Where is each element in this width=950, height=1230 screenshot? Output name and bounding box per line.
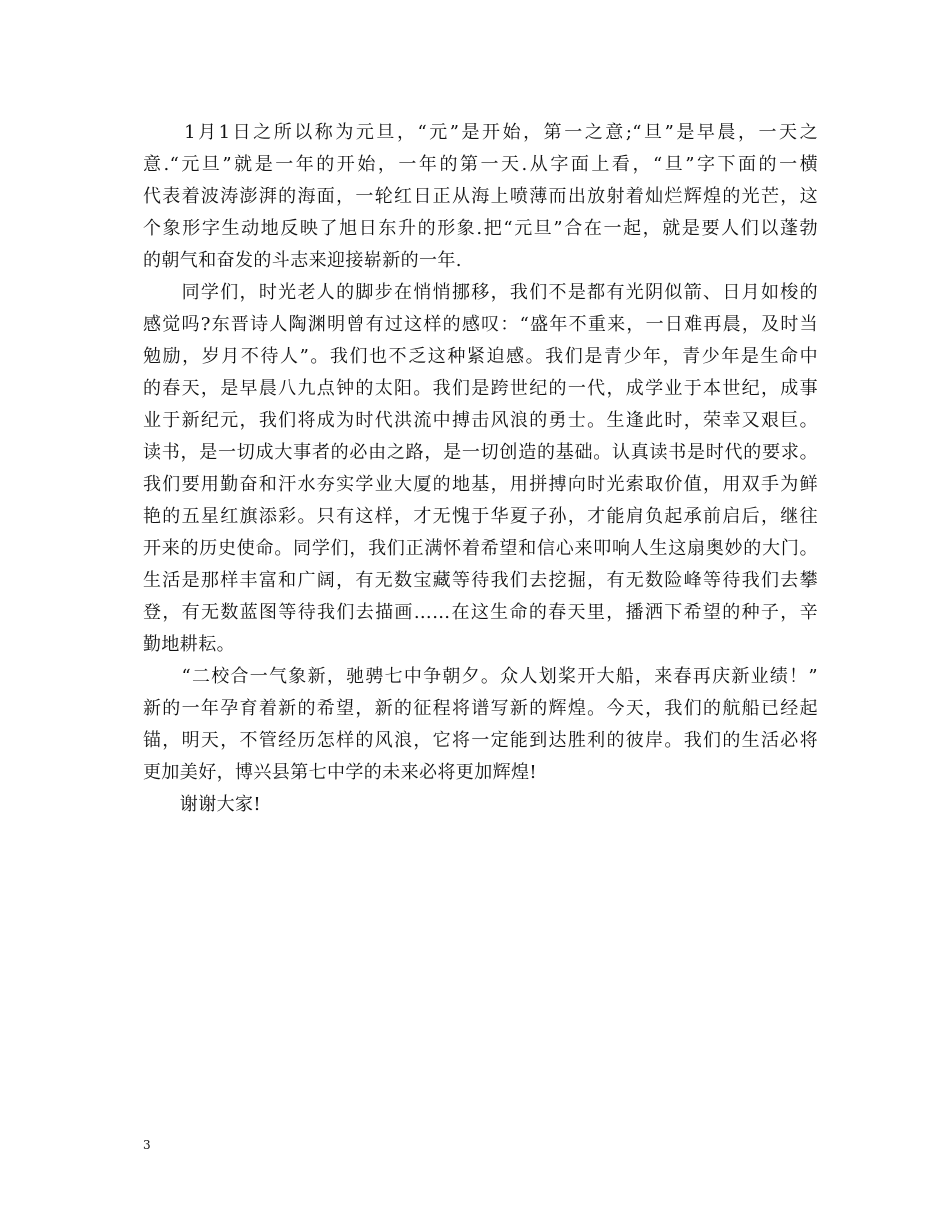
text-line: 登，有无数蓝图等待我们去描画……在这生命的春天里，播洒下希望的种子，辛 (143, 602, 818, 623)
text-line: 更加美好，博兴县第七中学的未来必将更加辉煌! (143, 762, 538, 783)
text-line: 谢谢大家! (143, 794, 262, 815)
page-number: 3 (143, 1138, 151, 1152)
text-line: 的朝气和奋发的斗志来迎接崭新的一年. (143, 250, 462, 271)
text-line: 读书，是一切成大事者的必由之路，是一切创造的基础。认真读书是时代的要求。 (143, 442, 818, 463)
text-line: 1月1日之所以称为元旦，“元”是开始，第一之意;“旦”是早晨，一天之 (143, 122, 818, 143)
text-line: 锚，明天，不管经历怎样的风浪，它将一定能到达胜利的彼岸。我们的生活必将 (143, 730, 818, 751)
text-line: 我们要用勤奋和汗水夯实学业大厦的地基，用拼搏向时光索取价值，用双手为鲜 (143, 474, 818, 495)
text-line: 业于新纪元，我们将成为时代洪流中搏击风浪的勇士。生逢此时，荣幸又艰巨。 (143, 410, 818, 431)
text-line: 意.“元旦”就是一年的开始，一年的第一天.从字面上看，“旦”字下面的一横 (143, 154, 818, 175)
text-line: 勉励，岁月不待人”。我们也不乏这种紧迫感。我们是青少年，青少年是生命中 (143, 346, 818, 367)
text-line: 艳的五星红旗添彩。只有这样，才无愧于华夏子孙，才能肩负起承前启后，继往 (143, 506, 818, 527)
text-line: 代表着波涛澎湃的海面，一轮红日正从海上喷薄而出放射着灿烂辉煌的光芒，这 (143, 186, 818, 207)
text-line: “二校合一气象新，驰骋七中争朝夕。众人划桨开大船，来春再庆新业绩！” (143, 666, 818, 687)
text-line: 同学们，时光老人的脚步在悄悄挪移，我们不是都有光阴似箭、日月如梭的 (143, 282, 818, 303)
text-line: 生活是那样丰富和广阔，有无数宝藏等待我们去挖掘，有无数险峰等待我们去攀 (143, 570, 818, 591)
text-line: 勤地耕耘。 (143, 634, 235, 655)
text-line: 新的一年孕育着新的希望，新的征程将谱写新的辉煌。今天，我们的航船已经起 (143, 698, 818, 719)
body-text (143, 117, 818, 821)
text-line: 感觉吗?东晋诗人陶渊明曾有过这样的感叹：“盛年不重来，一日难再晨，及时当 (143, 314, 818, 335)
text-line: 开来的历史使命。同学们，我们正满怀着希望和信心来叩响人生这扇奥妙的大门。 (143, 538, 818, 559)
text-line: 的春天，是早晨八九点钟的太阳。我们是跨世纪的一代，成学业于本世纪，成事 (143, 378, 818, 399)
text-line: 个象形字生动地反映了旭日东升的形象.把“元旦”合在一起，就是要人们以蓬勃 (143, 218, 818, 239)
